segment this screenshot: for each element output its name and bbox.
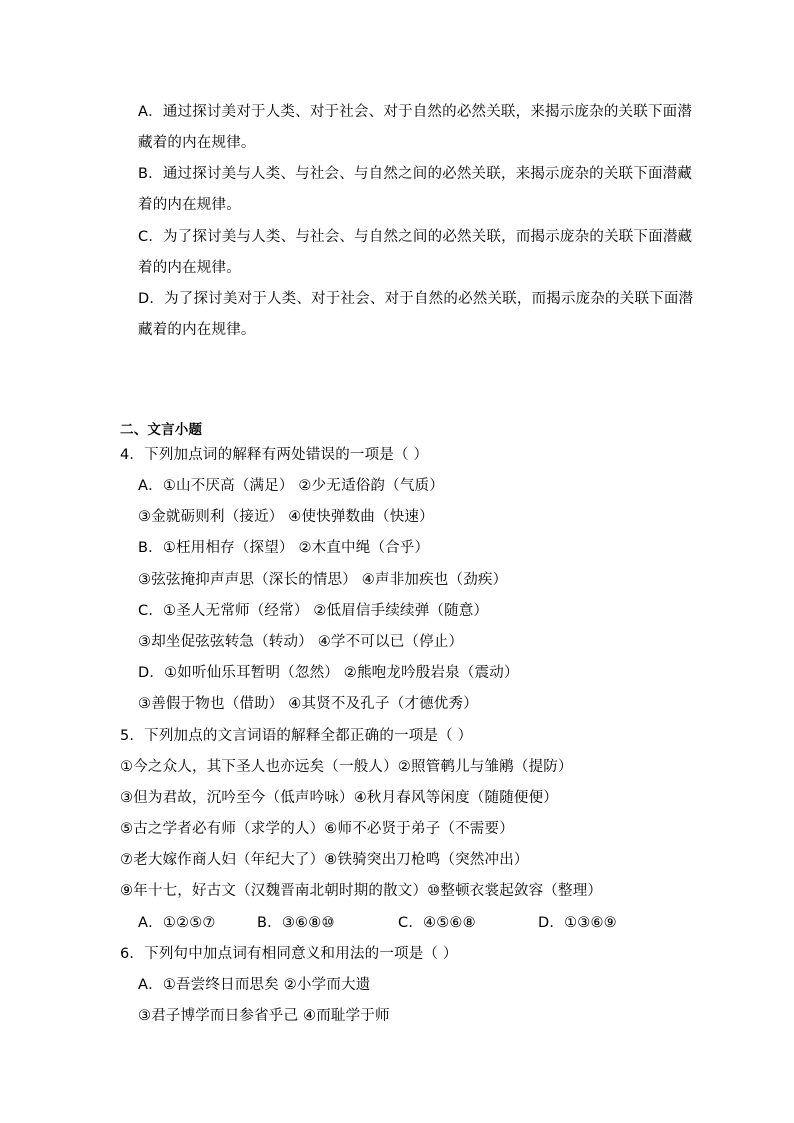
q5-line: ③但为君故，沉吟至今（低声吟咏）④秋月春风等闲度（随随便便） [120, 790, 558, 806]
q5-choice-c: C．④⑤⑥⑧ [398, 915, 476, 931]
q4-line: A．①山不厌高（满足） ②少无适俗韵（气质） [138, 478, 444, 494]
q4-line: ③弦弦掩抑声声思（深长的情思） ④声非加疾也（劲疾） [138, 572, 508, 588]
q5-line: ⑨年十七，好古文（汉魏晋南北朝时期的散文）⑩整顿衣裳起敛容（整理） [120, 883, 603, 899]
q6-line: A．①吾尝终日而思矣 ②小学而大遗 [138, 977, 371, 993]
q5-choice-d: D．①③⑥⑨ [538, 915, 617, 931]
q3-option-a-line1: A．通过探讨美对于人类、对于社会、对于自然的必然关联，来揭示庞杂的关联下面潜 [138, 104, 693, 120]
q4-line: D．①如听仙乐耳暂明（忽然） ②熊咆龙吟殷岩泉（震动） [138, 665, 519, 681]
q3-option-a-line2: 藏着的内在规律。 [138, 135, 256, 151]
q3-option-b-line1: B．通过探讨美与人类、与社会、与自然之间的必然关联，来揭示庞杂的关联下面潜藏 [138, 166, 693, 182]
q5-stem: 5．下列加点的文言词语的解释全都正确的一项是（ ） [120, 728, 473, 744]
q5-line: ⑦老大嫁作商人妇（年纪大了）⑧铁骑突出刀枪鸣（突然冲出） [120, 852, 529, 868]
q6-stem: 6．下列句中加点词有相同意义和用法的一项是（ ） [120, 946, 458, 962]
q5-choice-b: B．③⑥⑧⑩ [257, 915, 335, 931]
q4-line: B．①枉用相存（探望） ②木直中绳（合乎） [138, 540, 430, 556]
q4-stem: 4．下列加点词的解释有两处错误的一项是（ ） [120, 447, 429, 463]
q4-line: ③却坐促弦弦转急（转动） ④学不可以已（停止） [138, 634, 464, 650]
q5-line: ⑤古之学者必有师（求学的人）⑥师不必贤于弟子（不需要） [120, 821, 514, 837]
section-heading: 二、文言小题 [120, 422, 203, 438]
q5-line: ①今之众人，其下圣人也亦远矣（一般人）②照管鹌儿与雏鹇（提防） [120, 759, 573, 775]
q6-line: ③君子博学而日参省乎己 ④而耻学于师 [138, 1008, 390, 1024]
q3-option-c-line1: C．为了探讨美与人类、与社会、与自然之间的必然关联，而揭示庞杂的关联下面潜藏 [138, 229, 693, 245]
q3-option-b-line2: 着的内在规律。 [138, 197, 241, 213]
q4-line: C．①圣人无常师（经常） ②低眉信手续续弹（随意） [138, 603, 489, 619]
q3-option-d-line1: D．为了探讨美对于人类、对于社会、对于自然的必然关联，而揭示庞杂的关联下面潜 [138, 291, 694, 307]
q3-option-d-line2: 藏着的内在规律。 [138, 322, 256, 338]
q4-line: ③金就砺则利（接近） ④使快弹数曲（快速） [138, 509, 434, 525]
q5-choice-a: A．①②⑤⑦ [138, 915, 216, 931]
q4-line: ③善假于物也（借助） ④其贤不及孔子（才德优秀） [138, 696, 478, 712]
q3-option-c-line2: 着的内在规律。 [138, 260, 241, 276]
